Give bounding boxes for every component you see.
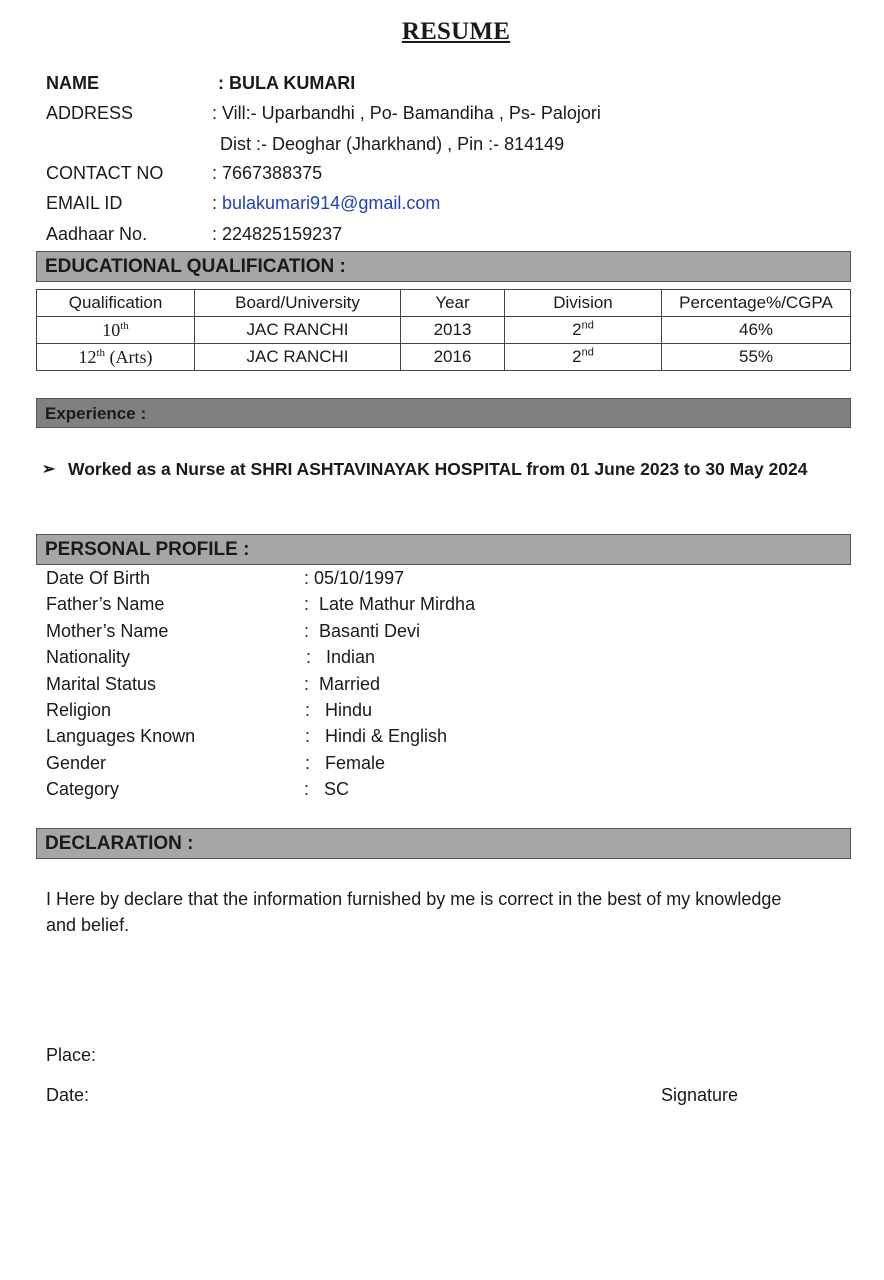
profile-label: Mother’s Name — [46, 621, 169, 641]
email-row — [46, 192, 440, 214]
email-link[interactable]: bulakumari914@gmail.com — [222, 193, 441, 213]
table-header-row — [37, 290, 851, 317]
name-value: : BULA KUMARI — [218, 73, 356, 93]
profile-row-religion — [46, 699, 372, 721]
profile-value: : Hindu — [305, 700, 373, 720]
email-label: EMAIL ID — [46, 193, 123, 213]
profile-label: Languages Known — [46, 726, 196, 746]
profile-value: : 05/10/1997 — [304, 568, 405, 588]
profile-value: : SC — [304, 779, 350, 799]
col-division: Division — [505, 290, 662, 317]
board-cell: JAC RANCHI — [195, 344, 401, 371]
arrow-bullet-icon: ➢ — [42, 461, 56, 478]
address-row — [46, 102, 601, 124]
profile-label: Date Of Birth — [46, 568, 151, 588]
board-cell: JAC RANCHI — [195, 317, 401, 344]
address-line1: : Vill:- Uparbandhi , Po- Bamandiha , Ps- Palojori — [212, 103, 601, 123]
profile-label: Category — [46, 779, 120, 799]
resume-title: RESUME — [401, 18, 511, 45]
col-qualification: Qualification — [37, 290, 195, 317]
declaration-heading: DECLARATION : — [36, 828, 851, 859]
col-year: Year — [401, 290, 505, 317]
profile-label: Religion — [46, 700, 112, 720]
name-label: NAME — [46, 73, 99, 93]
year-cell: 2016 — [401, 344, 505, 371]
address-line2: Dist :- Deoghar (Jharkhand) , Pin :- 814149 — [220, 134, 565, 154]
profile-label: Father’s Name — [46, 594, 165, 614]
email-colon: : — [212, 193, 223, 213]
profile-value: : Married — [304, 674, 381, 694]
profile-value: : Late Mathur Mirdha — [304, 594, 476, 614]
name-row — [46, 72, 355, 94]
aadhaar-row — [46, 223, 342, 245]
declaration-text: I Here by declare that the information furnished by me is correct in the best of my knowledge and belief. — [46, 889, 782, 935]
profile-value: : Female — [305, 753, 386, 773]
qualification-cell: 10th — [37, 317, 195, 344]
profile-value: : Hindi & English — [305, 726, 448, 746]
education-table — [36, 289, 851, 371]
profile-row-gender — [46, 752, 385, 774]
aadhaar-label: Aadhaar No. — [46, 224, 148, 244]
qualification-cell: 12th (Arts) — [37, 344, 195, 371]
profile-value: : Basanti Devi — [304, 621, 421, 641]
address-label: ADDRESS — [46, 103, 134, 123]
profile-row-languages — [46, 725, 447, 747]
profile-row-mother — [46, 620, 420, 642]
date-label: Date: — [46, 1085, 90, 1105]
place-label: Place: — [46, 1045, 97, 1065]
profile-value: : Indian — [306, 647, 376, 667]
experience-text: Worked as a Nurse at SHRI ASHTAVINAYAK HOSPITAL from 01 June 2023 to 30 May 2024 — [68, 459, 808, 479]
profile-row-marital — [46, 673, 380, 695]
col-board: Board/University — [195, 290, 401, 317]
aadhaar-value: : 224825159237 — [212, 224, 343, 244]
experience-item — [42, 456, 832, 483]
contact-value: : 7667388375 — [212, 163, 323, 183]
year-cell: 2013 — [401, 317, 505, 344]
profile-heading: PERSONAL PROFILE : — [36, 534, 851, 565]
profile-label: Gender — [46, 753, 107, 773]
contact-label: CONTACT NO — [46, 163, 164, 183]
percentage-cell: 55% — [662, 344, 851, 371]
division-cell: 2nd — [505, 317, 662, 344]
table-row — [37, 344, 851, 371]
contact-row — [46, 162, 322, 184]
address-row-2 — [220, 133, 564, 155]
profile-row-father — [46, 593, 475, 615]
signature-label: Signature — [661, 1085, 739, 1105]
division-cell: 2nd — [505, 344, 662, 371]
col-percentage: Percentage%/CGPA — [662, 290, 851, 317]
profile-label: Marital Status — [46, 674, 157, 694]
profile-row-nationality — [46, 646, 375, 668]
profile-row-category — [46, 778, 349, 800]
education-heading: EDUCATIONAL QUALIFICATION : — [36, 251, 851, 282]
table-row — [37, 317, 851, 344]
experience-heading: Experience : — [36, 398, 851, 428]
profile-row-dob — [46, 567, 404, 589]
profile-label: Nationality — [46, 647, 131, 667]
percentage-cell: 46% — [662, 317, 851, 344]
